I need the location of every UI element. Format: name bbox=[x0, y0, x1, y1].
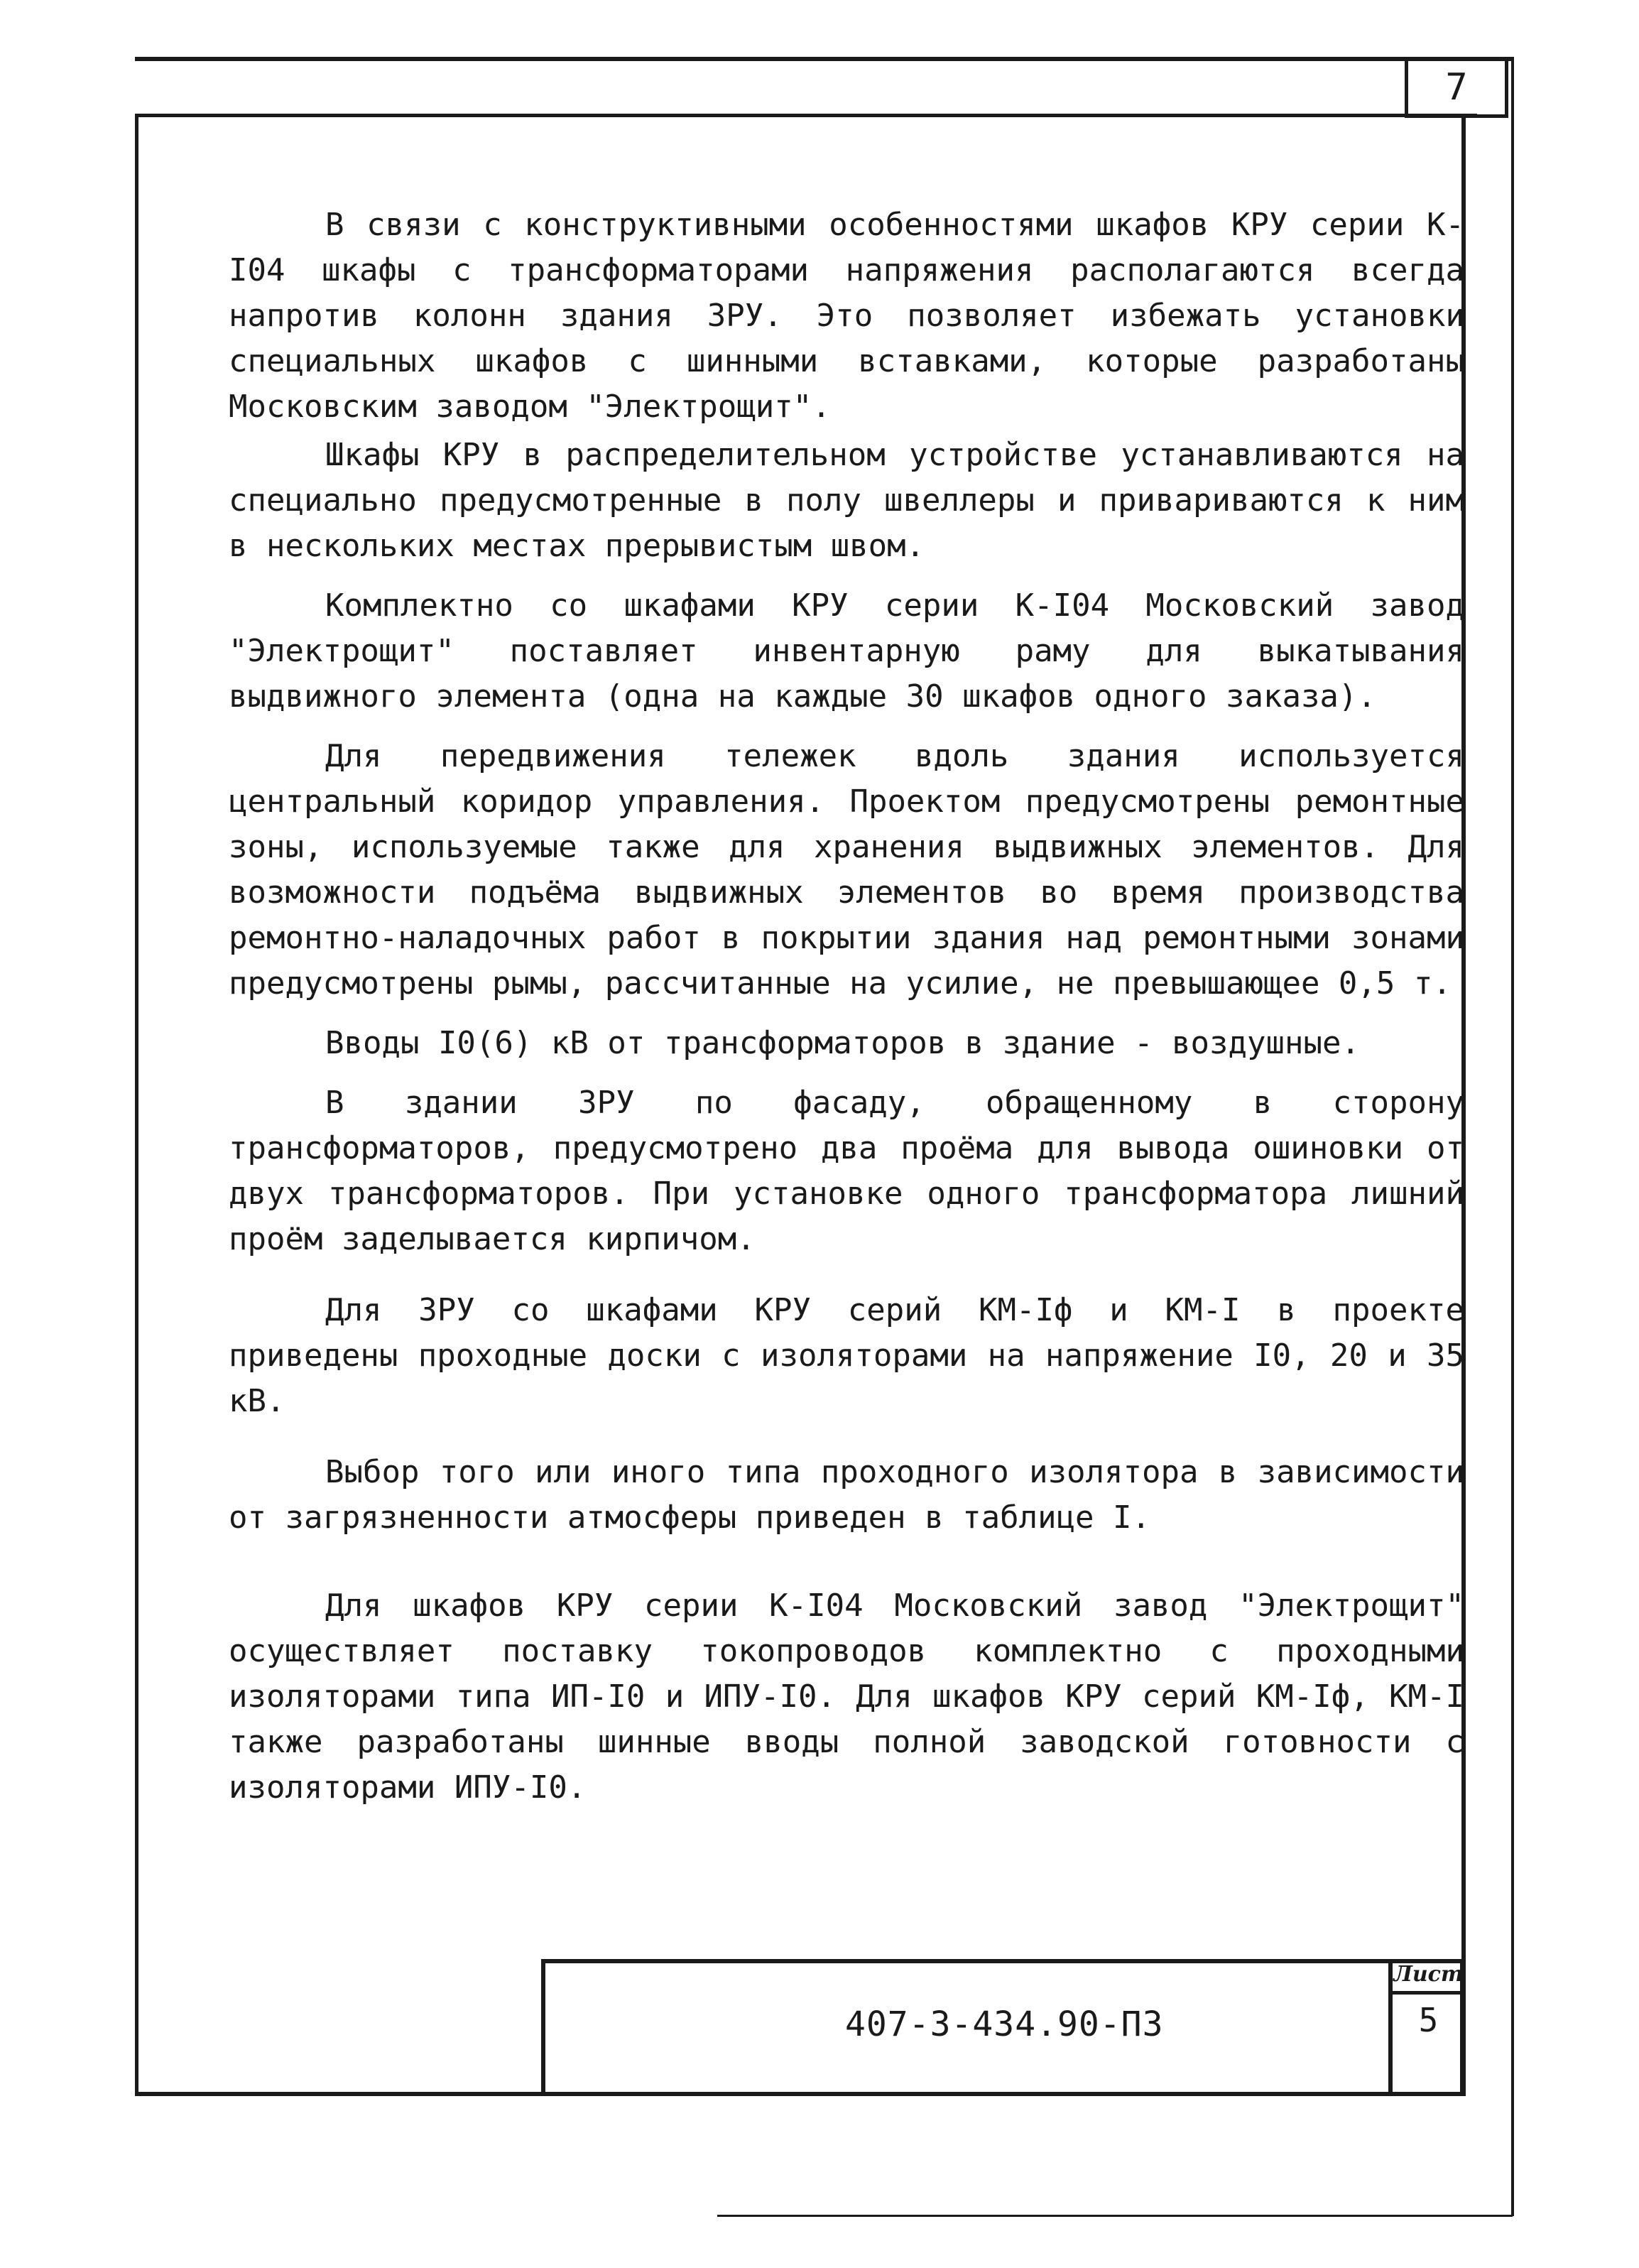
paragraph-7: Для ЗРУ со шкафами КРУ серий КМ-Iф и КМ-I в проекте приведены проходные доски с изоляторами на напряжение I0, 20 и 35 кВ. bbox=[229, 1292, 1464, 1419]
paragraph-9: Для шкафов КРУ серии К-I04 Московский завод "Электрощит" осуществляет поставку токопроводов комплектно с проходными изоляторами типа ИП-I0 и ИПУ-I0. Для шкафов КРУ серий КМ-Iф, КМ-I также разработаны шинные вводы полной заводской готовности с изоляторами ИПУ-I0. bbox=[229, 1588, 1464, 1806]
top-sheet-number: 7 bbox=[1405, 57, 1508, 118]
top-rule bbox=[135, 57, 1513, 61]
paragraph-2: Шкафы КРУ в распределительном устройстве устанавливаются на специально предусмотренные в полу швеллеры и привариваются к ним в нескольких местах прерывистым швом. bbox=[229, 437, 1464, 564]
sheet-label: Лист bbox=[1393, 1959, 1464, 1995]
paragraph-8: Выбор того или иного типа проходного изолятора в зависимости от загрязненности атмосферы приведен в таблице I. bbox=[229, 1454, 1464, 1536]
sheet-cell bbox=[1388, 1959, 1464, 2095]
paragraph-4: Для передвижения тележек вдоль здания используется центральный коридор управления. Проектом предусмотрены ремонтные зоны, используемые также для хранения выдвижных элементов. Для возможности подъёма выдвижных элементов во время производства ремонтно-наладочных работ в покрытии здания над ремонтными зонами предусмотрены рымы, рассчитанные на усилие, не превышающее 0,5 т. bbox=[229, 738, 1464, 1002]
outer-right-border bbox=[1511, 57, 1514, 2216]
paragraph-3: Комплектно со шкафами КРУ серии К-I04 Московский завод "Электрощит" поставляет инвентарную раму для выкатывания выдвижного элемента (одна на каждые 30 шкафов одного заказа). bbox=[229, 587, 1464, 715]
document-body bbox=[229, 202, 1464, 1811]
sheet-number: 5 bbox=[1418, 2001, 1439, 2039]
paragraph-6: В здании ЗРУ по фасаду, обращенному в сторону трансформаторов, предусмотрено два проёма для вывода ошиновки от двух трансформаторов. При установке одного трансформатора лишний проём заделывается кирпичом. bbox=[229, 1085, 1464, 1257]
frame-left-border bbox=[135, 114, 138, 2095]
outer-bottom-border bbox=[717, 2215, 1513, 2217]
paragraph-1: В связи с конструктивными особенностями шкафов КРУ серии К-I04 шкафы с трансформаторами напряжения располагаются всегда напротив колонн здания ЗРУ. Это позволяет избежать установки специальных шкафов с шинными вставками, которые разработаны Московским заводом "Электрощит". bbox=[229, 207, 1464, 425]
frame-top-border bbox=[135, 114, 1477, 117]
document-code: 407-3-434.90-ПЗ bbox=[845, 2004, 1164, 2044]
paragraph-5: Вводы I0(6) кВ от трансформаторов в здание - воздушные. bbox=[325, 1025, 1360, 1061]
